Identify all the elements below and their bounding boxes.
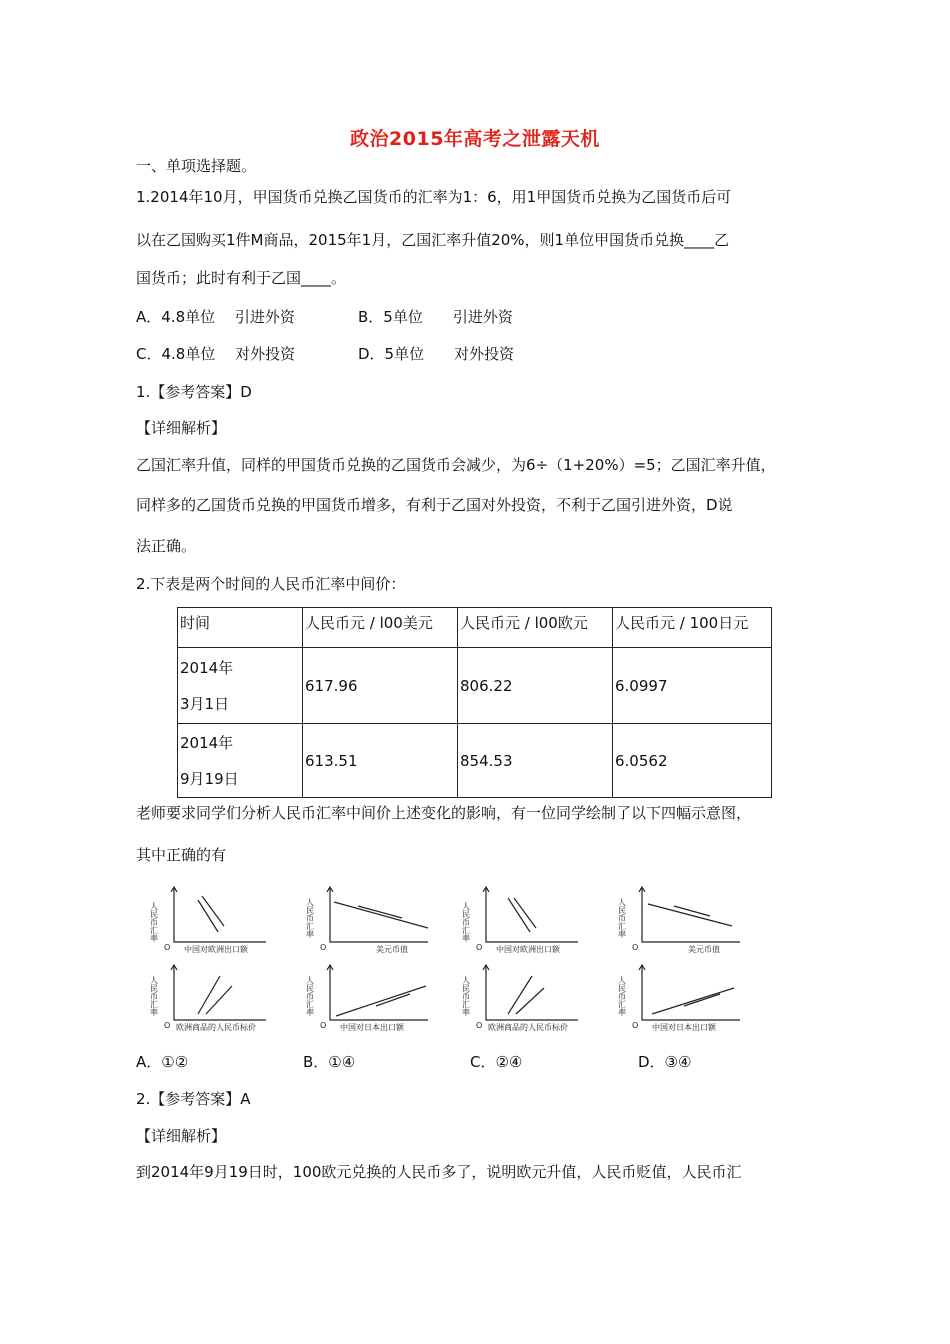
diagram-2 — [292, 884, 432, 960]
x-axis-label: 中国对欧洲出口额 — [184, 945, 248, 954]
q1-answer: 1.【参考答案】D — [136, 383, 252, 401]
x-axis-label: 欧洲商品的人民币标价 — [488, 1023, 568, 1032]
exchange-rate-table — [177, 607, 772, 798]
section-heading: 一、单项选择题。 — [136, 157, 257, 175]
table-cell-jpy: 6.0562 — [613, 724, 772, 798]
table-header-cell: 时间 — [178, 608, 303, 648]
table-cell-usd: 617.96 — [303, 648, 458, 724]
x-axis-label: 中国对欧洲出口额 — [496, 945, 560, 954]
x-axis-label: 欧洲商品的人民币标价 — [176, 1023, 256, 1032]
page-title: 政治2015年高考之泄露天机 — [350, 128, 600, 150]
diagram-1-graphic — [136, 884, 276, 960]
diagram-7 — [448, 962, 588, 1038]
date-year: 2014年 — [180, 658, 234, 677]
q1-stem-line3: 国货币；此时有利于乙国____。 — [136, 269, 347, 287]
x-axis-label: 美元币值 — [376, 945, 408, 954]
q1-explain-line3: 法正确。 — [136, 537, 197, 555]
q1-option-b: B．5单位 引进外资 — [358, 308, 513, 326]
q2-explain-heading: 【详细解析】 — [136, 1127, 227, 1145]
q2-answer: 2.【参考答案】A — [136, 1090, 251, 1108]
q1-explain-heading: 【详细解析】 — [136, 419, 227, 437]
q1-explain-line2: 同样多的乙国货币兑换的甲国货币增多，有利于乙国对外投资，不利于乙国引进外资，D说 — [136, 496, 733, 514]
q2-after-line1: 老师要求同学们分析人民币汇率中间价上述变化的影响，有一位同学绘制了以下四幅示意图， — [136, 804, 752, 822]
origin-label: O — [320, 1021, 327, 1030]
y-axis-label: 人民币汇率 — [461, 976, 471, 1016]
table-header-cell: 人民币元 / l00欧元 — [458, 608, 613, 648]
q1-option-a: A．4.8单位 引进外资 — [136, 308, 295, 326]
x-axis-label: 中国对日本出口额 — [340, 1023, 404, 1032]
diagram-7-graphic — [448, 962, 588, 1038]
origin-label: O — [476, 943, 483, 952]
q2-option-a: A．①② — [136, 1053, 189, 1071]
table-row — [178, 724, 772, 798]
table-cell-date — [178, 724, 303, 798]
origin-label: O — [164, 943, 171, 952]
q1-stem-line2: 以在乙国购买1件M商品，2015年1月，乙国汇率升值20%，则1单位甲国货币兑换____乙 — [136, 231, 730, 249]
q2-option-b: B．①④ — [303, 1053, 356, 1071]
diagram-2-graphic — [292, 884, 432, 960]
y-axis-label: 人民币汇率 — [149, 976, 159, 1016]
table-header-cell: 人民币元 / 100日元 — [613, 608, 772, 648]
q1-option-d: D．5单位 对外投资 — [358, 345, 515, 363]
diagram-8 — [604, 962, 744, 1038]
diagram-8-graphic — [604, 962, 744, 1038]
y-axis-label: 人民币汇率 — [149, 902, 159, 942]
origin-label: O — [164, 1021, 171, 1030]
q2-stem: 2.下表是两个时间的人民币汇率中间价： — [136, 575, 406, 593]
table-cell-jpy: 6.0997 — [613, 648, 772, 724]
q1-explain-line1: 乙国汇率升值，同样的甲国货币兑换的乙国货币会减少，为6÷（1+20%）=5；乙国汇率升值， — [136, 456, 776, 474]
x-axis-label: 中国对日本出口额 — [652, 1023, 716, 1032]
q1-option-c: C．4.8单位 对外投资 — [136, 345, 296, 363]
origin-label: O — [476, 1021, 483, 1030]
diagram-6 — [292, 962, 432, 1038]
date-day: 9月19日 — [180, 769, 239, 788]
table-header-cell: 人民币元 / l00美元 — [303, 608, 458, 648]
y-axis-label: 人民币汇率 — [305, 898, 315, 938]
q2-after-line2: 其中正确的有 — [136, 846, 227, 864]
q1-stem-line1: 1.2014年10月，甲国货币兑换乙国货币的汇率为1：6，用1甲国货币兑换为乙国货币后可 — [136, 188, 732, 206]
table-cell-eur: 806.22 — [458, 648, 613, 724]
table-row — [178, 648, 772, 724]
origin-label: O — [632, 1021, 639, 1030]
table-header-row — [178, 608, 772, 648]
diagram-4-graphic — [604, 884, 744, 960]
table-cell-eur: 854.53 — [458, 724, 613, 798]
origin-label: O — [632, 943, 639, 952]
diagram-3-graphic — [448, 884, 588, 960]
x-axis-label: 美元币值 — [688, 945, 720, 954]
table-cell-date — [178, 648, 303, 724]
table-cell-usd: 613.51 — [303, 724, 458, 798]
y-axis-label: 人民币汇率 — [617, 976, 627, 1016]
diagram-6-graphic — [292, 962, 432, 1038]
y-axis-label: 人民币汇率 — [305, 976, 315, 1016]
diagram-5-graphic — [136, 962, 276, 1038]
q2-option-d: D．③④ — [638, 1053, 692, 1071]
q2-option-c: C．②④ — [470, 1053, 523, 1071]
y-axis-label: 人民币汇率 — [617, 898, 627, 938]
schematic-diagrams — [136, 880, 736, 1040]
diagram-5 — [136, 962, 276, 1038]
diagram-4 — [604, 884, 744, 960]
date-day: 3月1日 — [180, 694, 230, 713]
q2-explain-line1: 到2014年9月19日时，100欧元兑换的人民币多了，说明欧元升值，人民币贬值，人民币汇 — [136, 1163, 742, 1181]
date-year: 2014年 — [180, 733, 234, 752]
diagram-1 — [136, 884, 276, 960]
y-axis-label: 人民币汇率 — [461, 902, 471, 942]
origin-label: O — [320, 943, 327, 952]
diagram-3 — [448, 884, 588, 960]
